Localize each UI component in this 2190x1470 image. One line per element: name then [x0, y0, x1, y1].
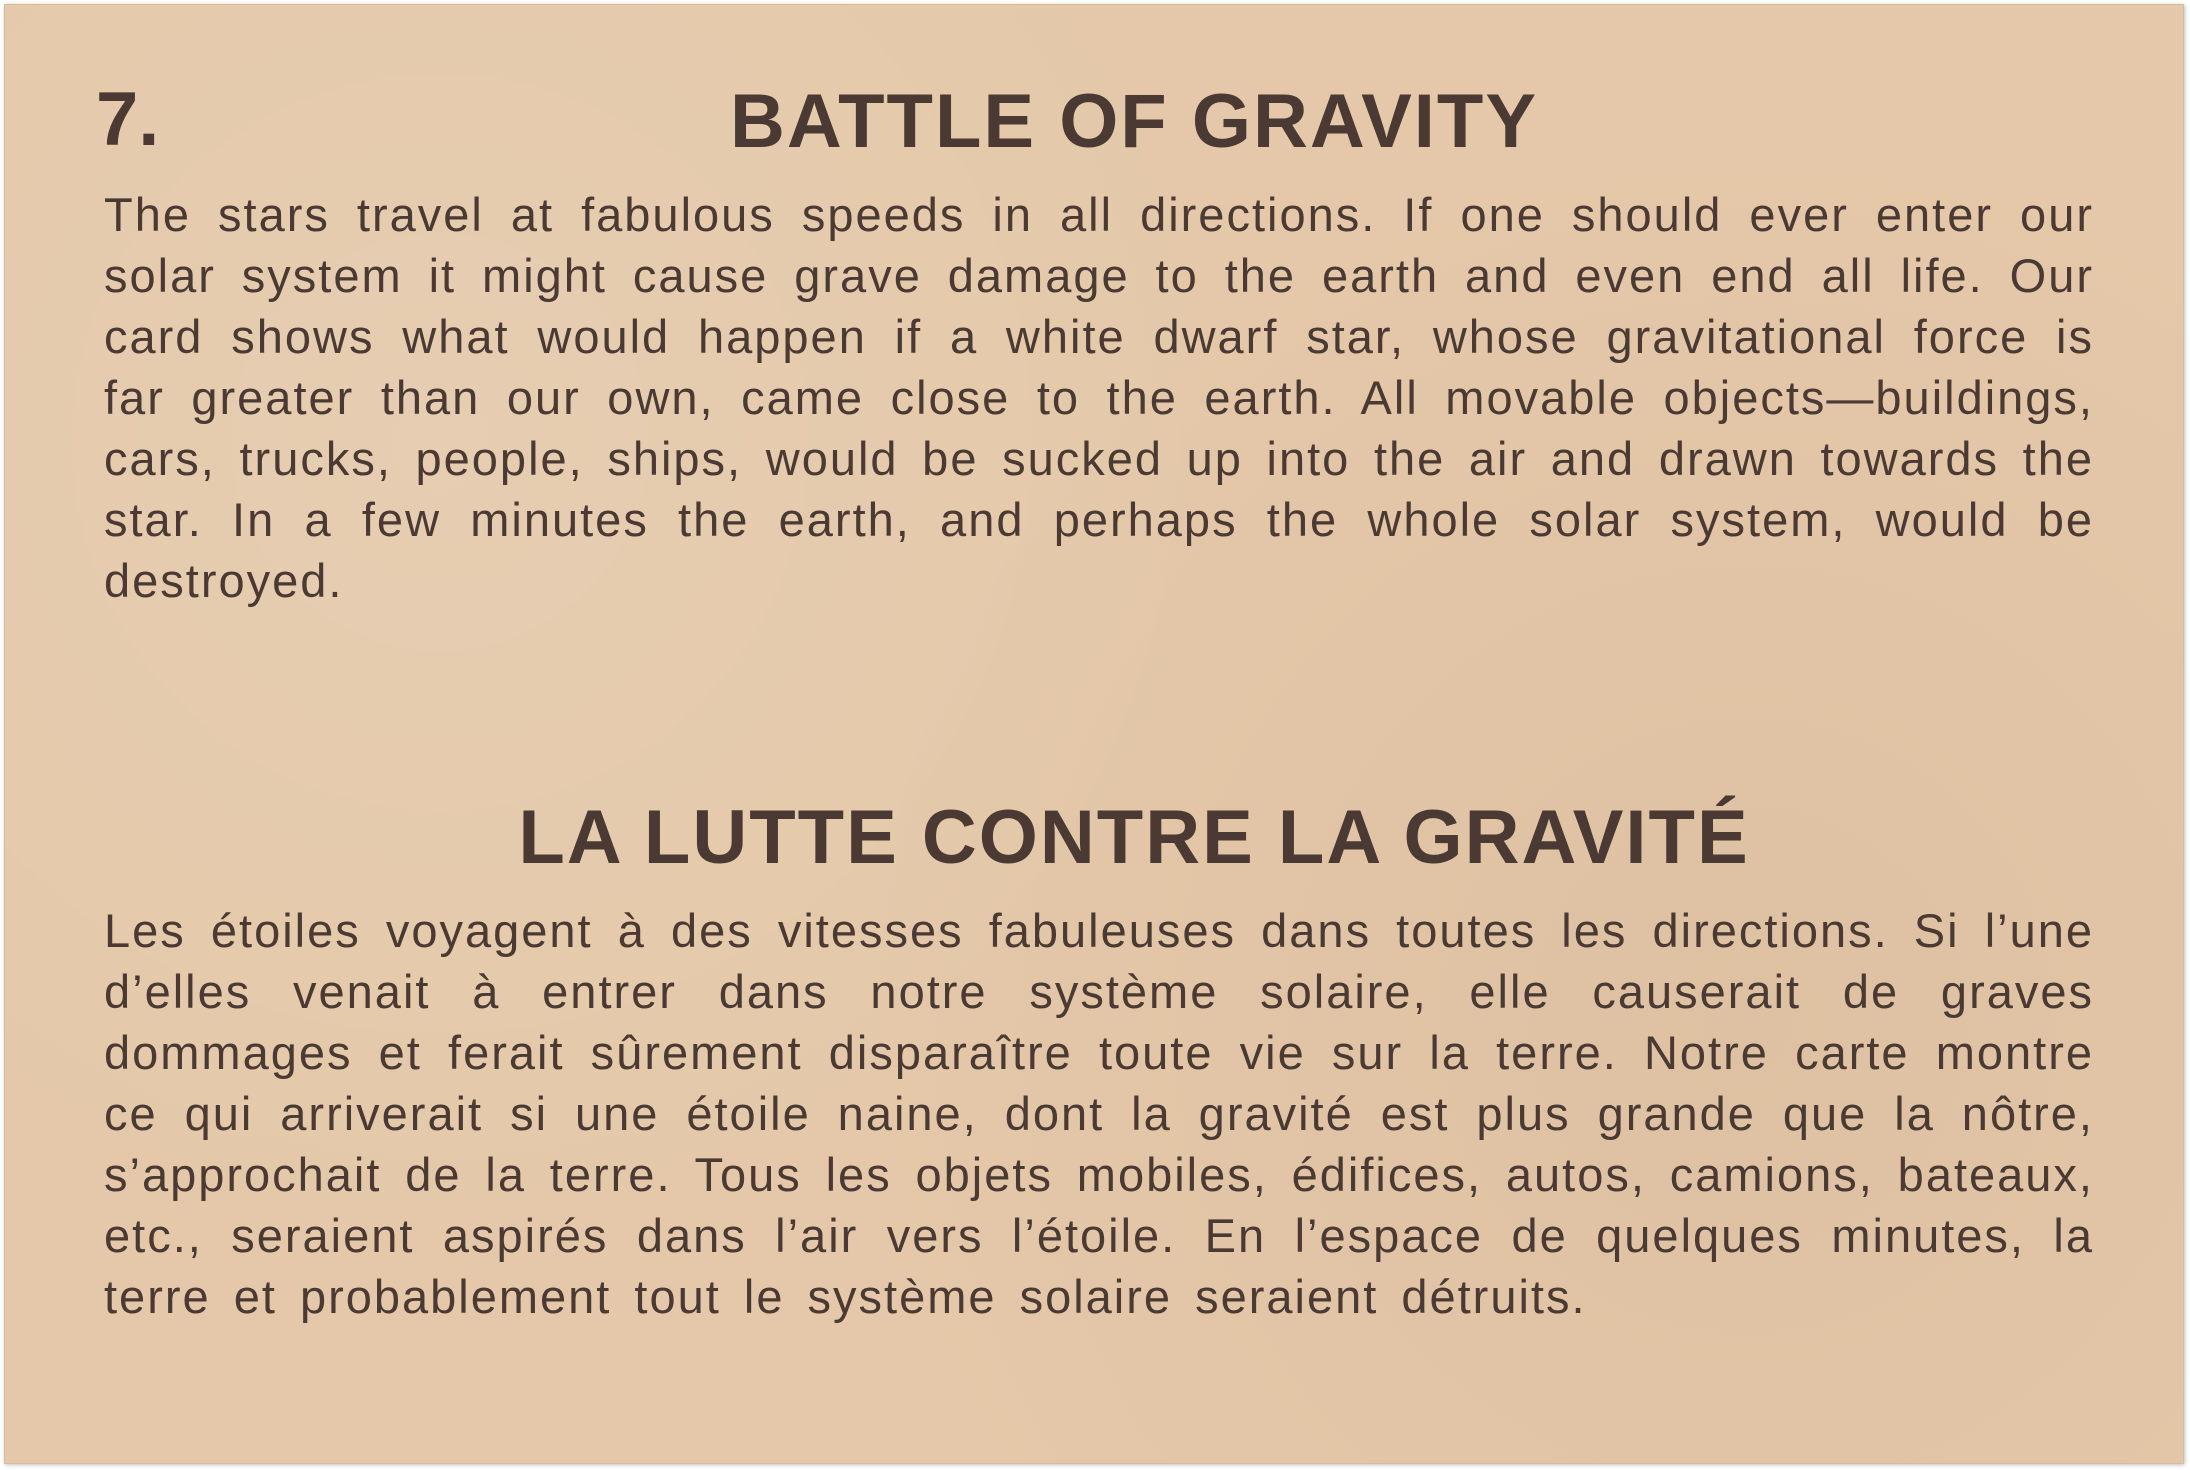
french-title: LA LUTTE CONTRE LA GRAVITÉ — [518, 795, 1750, 880]
english-title: BATTLE OF GRAVITY — [729, 79, 1539, 164]
card-number: 7. — [96, 77, 160, 162]
french-description: Les étoiles voyagent à des vitesses fabuleuses dans toutes les directions. Si l’une d’elles venait à entrer dans notre système solaire, elle causerait de graves dommages et ferait sûrement disparaître toute vie sur la terre. Notre carte montre ce qui arriverait si une étoile naine, dont la gravité est plus grande que la nôtre, s’approchait de la terre. Tous les objets mobiles, édifices, autos, camions, bateaux, etc., seraient aspirés dans l’air vers l’étoile. En l’espace de quelques minutes, la terre et probablement tout le système solaire seraient détruits. — [104, 904, 2094, 1323]
english-description: The stars travel at fabulous speeds in all directions. If one should ever enter our solar system it might cause grave damage to the earth and even end all life. Our card shows what would happen if a white dwarf star, whose gravitational force is far greater than our own, came close to the earth. All movable objects—buildings, cars, trucks, people, ships, would be sucked up into the air and drawn towards the star. In a few minutes the earth, and perhaps the whole solar system, would be destroyed. — [104, 188, 2094, 607]
trading-card-back — [4, 4, 2184, 1464]
